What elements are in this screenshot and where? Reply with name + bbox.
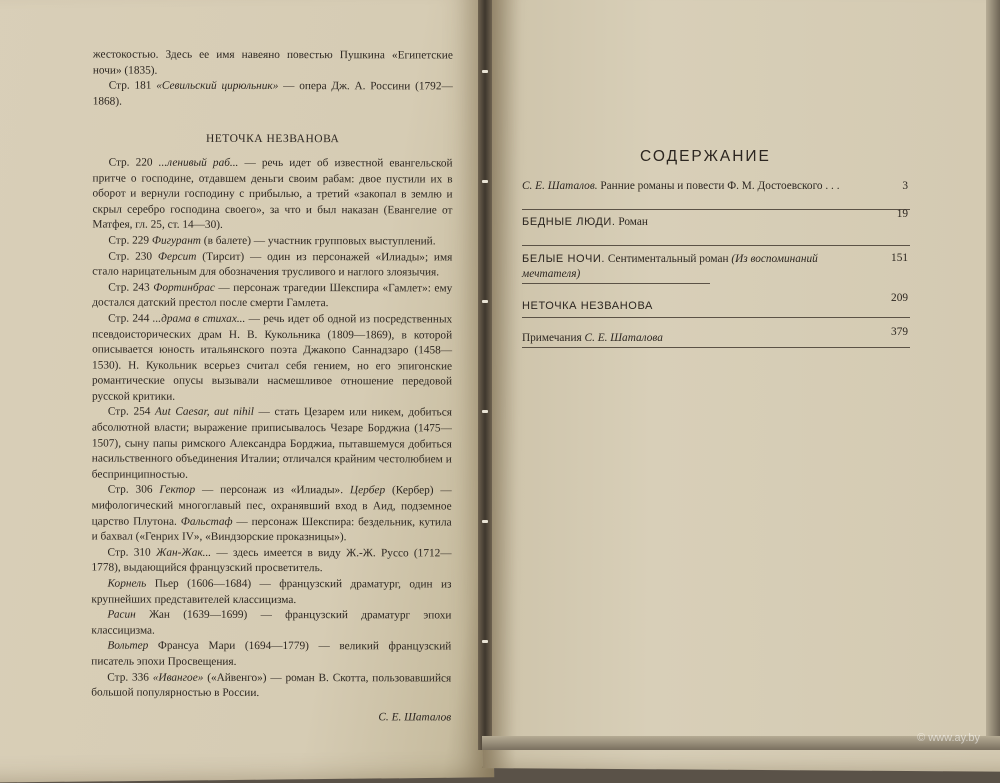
author-signature: С. Е. Шаталов: [378, 711, 452, 724]
note-paragraph: Расин Жан (1639—1699) — французский драматург эпохи классицизма.: [91, 608, 452, 637]
binding-stitch: [482, 410, 488, 413]
note-paragraph: Стр. 181 «Севильский цирюльник» — опера Дж. А. Россини (1792—1868).: [92, 79, 453, 108]
watermark: © www.ay.by: [917, 732, 980, 744]
toc-page-number: 209: [891, 292, 908, 304]
toc-page-number: 379: [891, 326, 908, 338]
note-paragraph: Стр. 243 Фортинбрас — персонаж трагедии Шекспира «Гамлет»: ему достался датский престол после смерти Гамлета.: [92, 281, 453, 310]
toc-entry: С. Е. Шаталов. Ранние романы и повести Ф. М. Достоевского . . . 3: [522, 178, 910, 212]
note-paragraph: Стр. 220 ...ленивый раб... — речь идет об известной евангельской притче о господине, отдавшем деньги своим рабам: двое пустили их в оборот и вернули господину с прибылью, а третий «закопал в землю и скрыл серебро господина своего», за что и был наказан (Евангелие от Матфея, гл. 25, ст. 14—30).: [92, 156, 453, 232]
note-paragraph: Стр. 336 «Ивангое» («Айвенго») — роман В. Скотта, пользовавшийся большой популярностью в России.: [91, 671, 452, 700]
toc-entry: НЕТОЧКА НЕЗВАНОВА 209: [522, 300, 910, 332]
table-edge: [986, 0, 1000, 750]
binding-stitch: [482, 300, 488, 303]
note-paragraph: Стр. 229 Фигурант (в балете) — участник групповых выступлений.: [108, 234, 436, 248]
note-paragraph: Стр. 244 ...драма в стихах... — речь идет об одной из посредственных псевдоисторических драм Н. В. Кукольника (1809—1869), в которой описывается юность итальянского поэта Джакопо Саннадзаро (1458—1530). Н. Кукольник всерьез считал себя гением, но его эпигонские романтические опусы вызывали насмешливое отношение передовой русской критики.: [91, 312, 453, 403]
binding-stitch: [482, 180, 488, 183]
note-paragraph: Стр. 306 Гектор — персонаж из «Илиады». Цербер (Кербер) — мифологический многоглавый пес, охранявший вход в Аид, подземное царство Плутона. Фальстаф — персонаж Шекспира: бездельник, кутила и бахвал («Генрих IV», «Виндзорские проказницы»).: [91, 484, 452, 544]
note-paragraph: Корнель Пьер (1606—1684) — французский драматург, один из крупнейших представителей классицизма.: [91, 577, 452, 606]
table-of-contents: [522, 178, 910, 358]
book-gutter: [478, 0, 492, 750]
toc-entry: БЕДНЫЕ ЛЮДИ. Роман 19: [522, 212, 910, 252]
note-paragraph: жестокостью. Здесь ее имя навеяно повестью Пушкина «Египетские ночи» (1835).: [92, 48, 453, 77]
note-paragraph: Стр. 254 Aut Caesar, aut nihil — стать Цезарем или никем, добиться абсолютной власти; выражение приписывалось Чезаре Борджиа (1475—1507), сыну папы римского Александра Борджиа, пытавшемуся добиться насильственного объединения Италии; отличался крайним честолюбием и беспринципностью.: [91, 406, 452, 481]
binding-stitch: [482, 70, 488, 73]
toc-page-number: 3: [902, 180, 908, 192]
toc-title: СОДЕРЖАНИЕ: [640, 148, 771, 165]
note-paragraph: Стр. 310 Жан-Жак... — здесь имеется в виду Ж.-Ж. Руссо (1712—1778), выдающийся французский просветитель.: [91, 546, 452, 575]
toc-entry: БЕЛЫЕ НОЧИ. Сентиментальный роман (Из воспоминаний мечтателя) 151: [522, 252, 910, 300]
toc-page-number: 151: [891, 252, 908, 264]
toc-page-number: 19: [896, 208, 908, 220]
toc-entry: Примечания С. Е. Шаталова 379: [522, 332, 910, 358]
notes-column: [91, 48, 453, 726]
binding-stitch: [482, 520, 488, 523]
note-paragraph: Вольтер Франсуа Мари (1694—1779) — великий французский писатель эпохи Просвещения.: [91, 639, 452, 668]
right-page: [482, 0, 1000, 772]
section-title: НЕТОЧКА НЕЗВАНОВА: [205, 133, 340, 146]
binding-stitch: [482, 640, 488, 643]
note-paragraph: Стр. 230 Ферсит (Тирсит) — один из персонажей «Илиады»; имя стало нарицательным для обозначения трусливого и наглого злоязычия.: [92, 250, 453, 279]
